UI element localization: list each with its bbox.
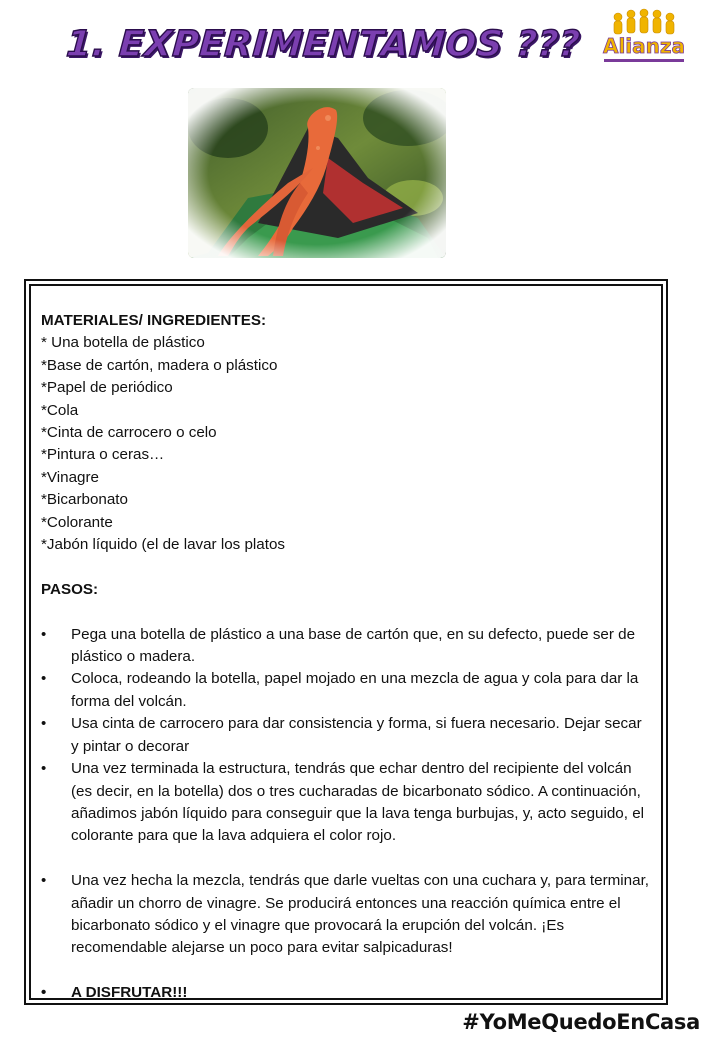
material-item: *Cola [41,401,79,419]
instructions-content [29,284,663,1000]
hashtag: #YoMeQuedoEnCasa [462,1010,700,1034]
volcano-photo [188,88,446,258]
material-item: *Pintura o ceras… [41,446,165,464]
steps-list [41,624,651,1005]
material-item: *Base de cartón, madera o plástico [41,356,278,374]
materials-list [41,332,651,556]
material-item: * Una botella de plástico [41,334,205,352]
material-item: *Vinagre [41,468,99,486]
material-item: *Cinta de carrocero o celo [41,424,217,442]
material-item: *Colorante [41,513,113,531]
page-title: 1. EXPERIMENTAMOS ??? [64,24,582,65]
material-item: *Jabón líquido (el de lavar los platos [41,536,285,554]
materials-heading: MATERIALES/ INGREDIENTES: [41,312,267,329]
step-item: • Usa cinta de carrocero para dar consistencia y forma, si fuera necesario. Dejar secar y pintar o decorar [41,713,651,758]
logo-text: Alianza [602,34,686,58]
instructions-box [24,279,668,1005]
step-item-final: • A DISFRUTAR!!! [41,982,651,1004]
step-item: • Una vez terminada la estructura, tendrás que echar dentro del recipiente del volcán (es decir, en la botella) dos o tres cucharadas de bicarbonato sódico. A continuación, añadimos jabón líquido para conseguir que la lava tenga burbujas, y, acto seguido, el colorante para que la lava adquiera el color rojo. [41,758,651,848]
material-item: *Bicarbonato [41,491,128,509]
step-item: • Una vez hecha la mezcla, tendrás que darle vueltas con una cuchara y, para terminar, añadir un chorro de vinagre. Se producirá entonces una reacción química entre el bicarbonato sódico y el vinagre que provocará la erupción del volcán. ¡Es recomendable alejarse un poco para evitar salpicaduras! [41,870,651,960]
step-item: • Pega una botella de plástico a una base de cartón que, en su defecto, puede ser de plástico o madera. [41,624,651,669]
steps-heading: PASOS: [41,580,99,598]
material-item: *Papel de periódico [41,379,173,397]
alianza-logo [598,8,690,70]
step-item: • Coloca, rodeando la botella, papel mojado en una mezcla de agua y cola para dar la forma del volcán. [41,668,651,713]
